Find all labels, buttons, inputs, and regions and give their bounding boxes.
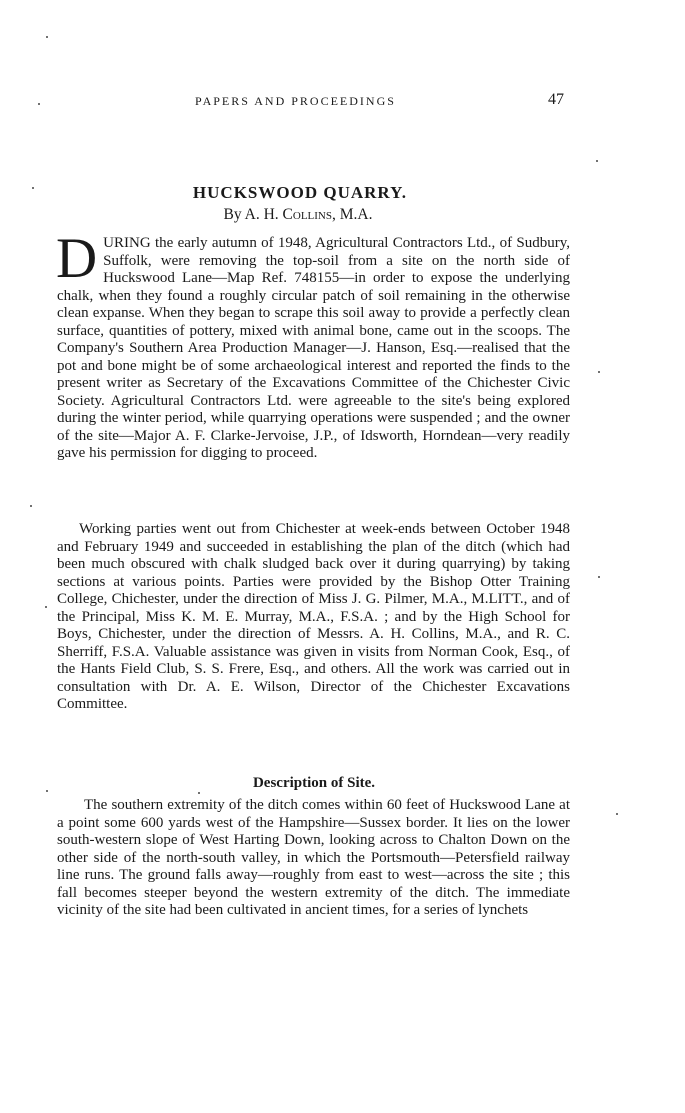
page-number: 47 <box>548 91 564 108</box>
author-name: Collins <box>282 206 332 223</box>
byline-prefix: By A. H. <box>223 206 283 223</box>
article-title: HUCKSWOOD QUARRY. <box>192 183 408 202</box>
paragraph-working-parties: Working parties went out from Chichester at week-ends between October 1948 and February 1949 and succeeded in establishing the plan of the ditch (which had been much obscured with chalk sludged back over it during quarrying) by taking sections at various points. Parties were provided by the Bishop Otter Training College, Chichester, under the direction of Miss J. G. Pilmer, M.A., M.LITT., and of the Principal, Miss K. M. E. Murray, M.A., F.S.A. ; and by the High School for Boys, Chichester, under the direction of Messrs. A. H. Collins, M.A., and R. C. Sherriff, F.S.A. Valuable assistance was given in visits from Norman Cook, Esq., of the Hants Field Club, S. S. Frere, Esq., and others. All the work was carried out in consultation with Dr. A. E. Wilson, Director of the Chichester Excavations Committee. <box>57 521 570 712</box>
scan-speck <box>32 187 34 189</box>
running-header: PAPERS AND PROCEEDINGS <box>195 94 396 108</box>
byline <box>0 206 596 224</box>
scan-speck <box>45 606 47 608</box>
drop-cap: D <box>56 227 98 290</box>
paragraph-intro-text: URING the early autumn of 1948, Agricultural Contractors Ltd., of Sudbury, Suffolk, were removing the top-soil from a site on the north side of Huckswood Lane—Map Ref. 748155—in order to expose the underlying chalk, when they found a roughly circular patch of soil remaining in the otherwise clean expanse. When they began to scrape this soil away to provide a perfectly clean surface, quantities of pottery, mixed with animal bone, came out in the scoops. The Company's Southern Area Production Manager—J. Hanson, Esq.—realised that the pot and bone might be of some archaeological interest and reported the finds to the present writer as Secretary of the Excavations Committee of the Chichester Civic Society. Agricultural Contractors Ltd. were agreeable to the site's being explored during the winter period, while quarrying operations were suspended ; and the owner of the site—Major A. F. Clarke-Jervoise, J.P., of Idsworth, Horndean—very readily gave his permission for digging to proceed. <box>57 235 570 461</box>
scan-speck <box>598 576 600 578</box>
section-heading: Description of Site. <box>252 775 376 791</box>
scan-speck <box>30 505 32 507</box>
scan-speck <box>46 36 48 38</box>
scan-speck <box>198 792 200 794</box>
byline-suffix: , M.A. <box>331 206 373 223</box>
paragraph-description: The southern extremity of the ditch comes within 60 feet of Huckswood Lane at a point some 600 yards west of the Hampshire—Sussex border. It lies on the lower south-western slope of West Harting Down, looking across to Chalton Down on the other side of the north-south valley, in which the Portsmouth—Petersfield railway line runs. The ground falls away—roughly from east to west—across the site ; this fall becomes steeper beyond the western extremity of the ditch. The immediate vicinity of the site had been cultivated in ancient times, for a series of lynchets <box>57 797 570 918</box>
scan-speck <box>598 371 600 373</box>
scan-speck <box>38 103 40 105</box>
scan-speck <box>616 813 618 815</box>
paragraph-intro <box>56 227 570 463</box>
scan-speck <box>46 790 48 792</box>
scan-speck <box>596 160 598 162</box>
